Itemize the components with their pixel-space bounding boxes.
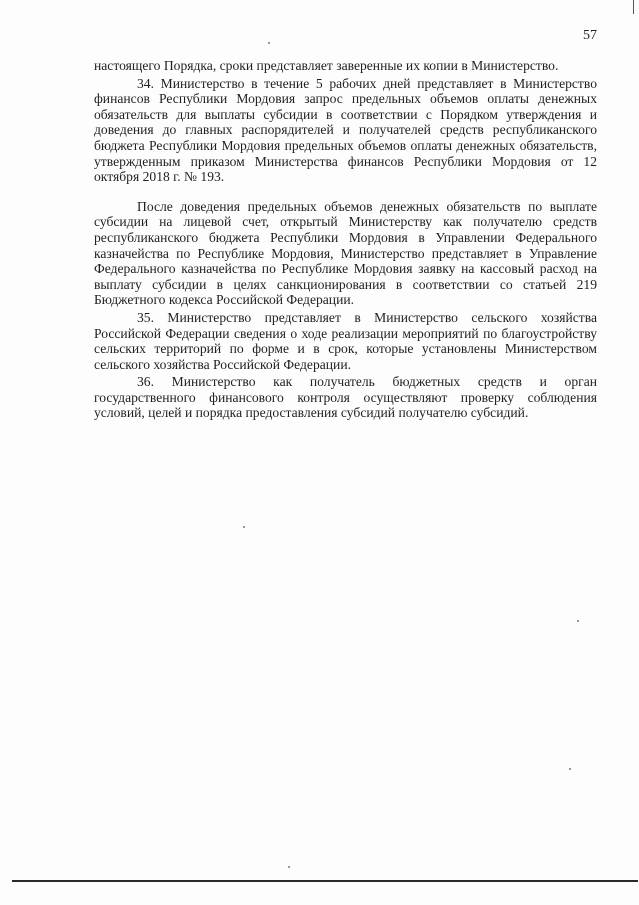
- bottom-rule-line: [12, 880, 638, 882]
- page-number: 57: [583, 28, 597, 43]
- paragraph-item-34-continued: После доведения предельных объемов денежных обязательств по выплате субсидии на лицевой счет, открытый Министерству как получателю средств республиканского бюджета Республики Мордовия в Управлении Федерального казначейства по Республике Мордовия, Министерство представляет в Управление Федерального казначейства по Республике Мордовия заявку на кассовый расход на выплату субсидии в целях санкционирования в соответствии со статьей 219 Бюджетного кодекса Российской Федерации.: [94, 198, 597, 308]
- paragraph-item-36: 36. Министерство как получатель бюджетных средств и орган государственного финансового контроля осуществляют проверку соблюдения условий, целей и порядка предоставления субсидий получателю субсидий.: [94, 374, 597, 421]
- paragraph-item-35: 35. Министерство представляет в Министерство сельского хозяйства Российской Федерации сведения о ходе реализации мероприятий по благоустройству сельских территорий по форме и в срок, которые установлены Министерством сельского хозяйства Российской Федерации.: [94, 309, 597, 372]
- scan-speck: [243, 526, 245, 528]
- scan-speck: [288, 866, 290, 868]
- paragraph-item-34: 34. Министерство в течение 5 рабочих дней представляет в Министерство финансов Республики Мордовия запрос предельных объемов оплаты денежных обязательств для выплаты субсидии в соответствии с Порядком утверждения и доведения до главных распорядителей и получателей средств республиканского бюджета Республики Мордовия предельных объемов оплаты денежных обязательств, утвержденным приказом Министерства финансов Республики Мордовия от 12 октября 2018 г. № 193.: [94, 75, 597, 185]
- scan-speck: [268, 42, 270, 44]
- document-body: [94, 58, 597, 421]
- paragraph-continuation: настоящего Порядка, сроки представляет заверенные их копии в Министерство.: [94, 58, 559, 73]
- scan-speck: [569, 768, 571, 770]
- scan-speck: [577, 620, 579, 622]
- scan-edge-mark: [633, 0, 634, 14]
